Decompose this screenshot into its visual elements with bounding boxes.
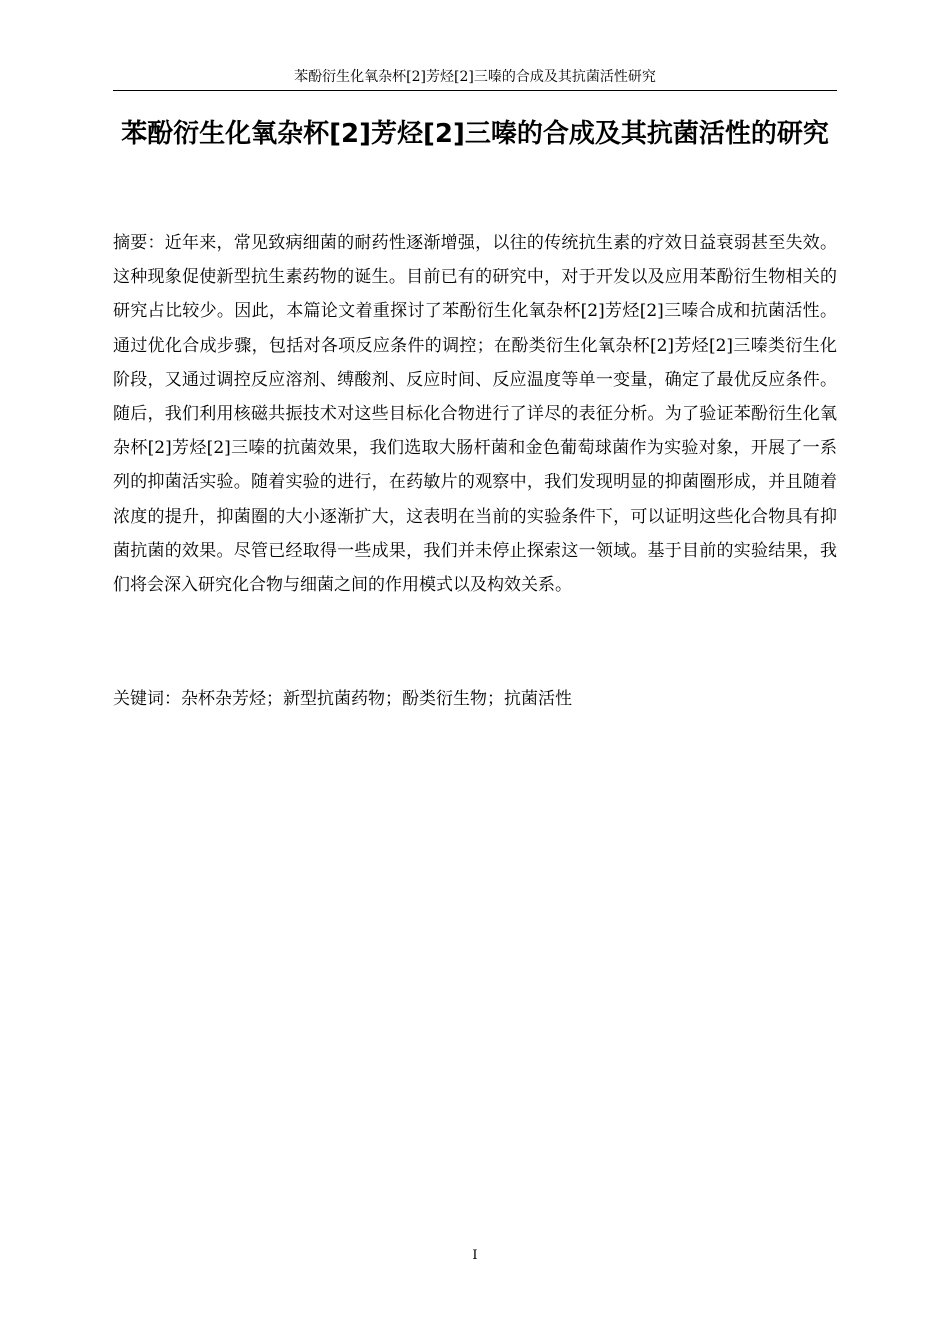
keywords-label: 关键词： bbox=[113, 689, 181, 709]
keywords-text: 杂杯杂芳烃；新型抗菌药物；酚类衍生物；抗菌活性 bbox=[181, 689, 572, 709]
abstract-label: 摘要： bbox=[113, 233, 165, 253]
abstract-paragraph bbox=[113, 226, 837, 602]
header-rule bbox=[113, 90, 837, 91]
keywords-paragraph bbox=[113, 682, 837, 716]
running-header: 苯酚衍生化氧杂杯[2]芳烃[2]三嗪的合成及其抗菌活性研究 bbox=[294, 69, 656, 85]
page-number: I bbox=[472, 1248, 478, 1263]
abstract-text: 近年来，常见致病细菌的耐药性逐渐增强，以往的传统抗生素的疗效日益衰弱甚至失效。这种现象促使新型抗生素药物的诞生。目前已有的研究中，对于开发以及应用苯酚衍生物相关的研究占比较少。因此，本篇论文着重探讨了苯酚衍生化氧杂杯[2]芳烃[2]三嗪合成和抗菌活性。通过优化合成步骤，包括对各项反应条件的调控；在酚类衍生化氧杂杯[2]芳烃[2]三嗪类衍生化阶段，又通过调控反应溶剂、缚酸剂、反应时间、反应温度等单一变量，确定了最优反应条件。随后，我们利用核磁共振技术对这些目标化合物进行了详尽的表征分析。为了验证苯酚衍生化氧杂杯[2]芳烃[2]三嗪的抗菌效果，我们选取大肠杆菌和金色葡萄球菌作为实验对象，开展了一系列的抑菌活实验。随着实验的进行，在药敏片的观察中，我们发现明显的抑菌圈形成，并且随着浓度的提升，抑菌圈的大小逐渐扩大，这表明在当前的实验条件下，可以证明这些化合物具有抑菌抗菌的效果。尽管已经取得一些成果，我们并未停止探索这一领域。基于目前的实验结果，我们将会深入研究化合物与细菌之间的作用模式以及构效关系。 bbox=[113, 233, 838, 596]
page-title: 苯酚衍生化氧杂杯[2]芳烃[2]三嗪的合成及其抗菌活性的研究 bbox=[121, 119, 829, 149]
